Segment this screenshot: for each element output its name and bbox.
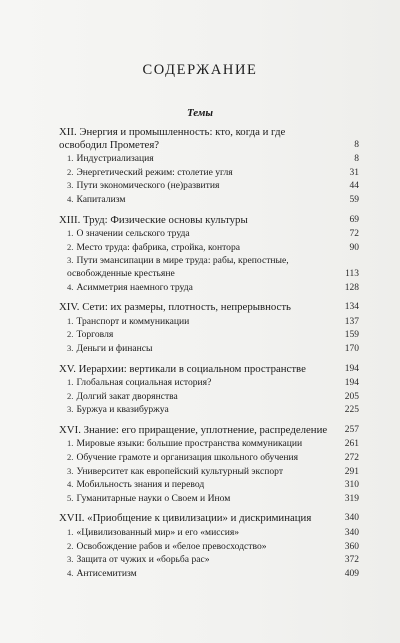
item-number: 4.: [67, 479, 74, 490]
item-page-number: 8: [354, 154, 359, 165]
toc-item-text: [67, 193, 337, 207]
item-number: 2.: [67, 452, 74, 463]
toc-item[interactable]: [59, 540, 359, 554]
toc-item[interactable]: [59, 390, 359, 404]
item-number: 1.: [67, 438, 74, 449]
item-number: 4.: [67, 567, 74, 578]
chapter-row[interactable]: [59, 126, 359, 151]
item-number: 2.: [67, 329, 74, 340]
item-page-number: 319: [344, 493, 359, 504]
toc-chapter: [59, 512, 359, 580]
toc-item[interactable]: [59, 403, 359, 417]
item-title: Защита от чужих и «борьба рас»: [76, 554, 210, 566]
toc-item[interactable]: [59, 526, 359, 540]
toc-item-text: [67, 179, 337, 193]
section-subtitle: Темы: [186, 107, 214, 119]
toc-item[interactable]: [59, 492, 359, 506]
item-title: Обучение грамоте и организация школьного обучения: [76, 452, 299, 464]
item-number: 2.: [67, 390, 74, 401]
toc-item[interactable]: [59, 437, 359, 451]
toc-item-text: [67, 166, 337, 180]
item-number: 3.: [67, 255, 74, 266]
toc-item[interactable]: [59, 328, 359, 342]
toc-item[interactable]: [59, 315, 359, 329]
item-number: 2.: [67, 241, 74, 252]
page-title: СОДЕРЖАНИЕ: [142, 62, 258, 78]
item-page-number: 113: [345, 268, 359, 279]
table-of-contents: [59, 126, 359, 587]
chapter-page-number: 257: [344, 424, 359, 435]
item-number: 3.: [67, 180, 74, 191]
toc-item-text: [67, 390, 337, 404]
item-page-number: 90: [349, 242, 359, 253]
toc-item[interactable]: [59, 478, 359, 492]
toc-item-text: [67, 152, 337, 166]
item-title: Торговля: [76, 329, 114, 341]
item-title: О значении сельского труда: [76, 228, 190, 240]
toc-item-text: [67, 376, 337, 390]
item-title: Транспорт и коммуникации: [76, 315, 190, 327]
toc-item-text: [67, 540, 337, 554]
toc-item-text: [67, 241, 337, 255]
item-page-number: 205: [344, 391, 359, 402]
toc-item-text: [67, 254, 337, 280]
item-page-number: 137: [344, 316, 359, 327]
item-title: Асимметрия наемного труда: [76, 281, 193, 293]
item-number: 1.: [67, 228, 74, 239]
item-page-number: 31: [349, 167, 359, 178]
toc-item[interactable]: [59, 451, 359, 465]
chapter-row[interactable]: [59, 214, 359, 227]
item-number: 3.: [67, 404, 74, 415]
item-page-number: 409: [344, 568, 359, 579]
chapter-row[interactable]: [59, 363, 359, 376]
item-number: 4.: [67, 281, 74, 292]
item-number: 3.: [67, 465, 74, 476]
item-page-number: 340: [344, 528, 359, 539]
chapter-row[interactable]: [59, 512, 359, 525]
item-title: Мобильность знания и перевод: [76, 479, 205, 491]
item-title: Университет как европейский культурный экспорт: [76, 465, 284, 477]
toc-chapter: [59, 424, 359, 506]
toc-item-text: [67, 403, 337, 417]
chapter-title: XVII. «Приобщение к цивилизации» и дискриминация: [59, 512, 312, 525]
item-number: 3.: [67, 342, 74, 353]
toc-item[interactable]: [59, 281, 359, 295]
item-title: Антисемитизм: [76, 567, 137, 579]
item-page-number: 170: [344, 343, 359, 354]
chapter-title: XIII. Труд: Физические основы культуры: [59, 213, 248, 226]
item-title: Место труда: фабрика, стройка, контора: [76, 241, 240, 253]
chapter-page-number: 8: [354, 139, 359, 150]
toc-item[interactable]: [59, 227, 359, 241]
item-title: Индустриализация: [76, 153, 154, 165]
toc-item-text: [67, 342, 337, 356]
item-page-number: 59: [349, 194, 359, 205]
chapter-page-number: 69: [349, 214, 359, 225]
item-page-number: 159: [344, 330, 359, 341]
toc-item-text: [67, 227, 337, 241]
item-title: Деньги и финансы: [76, 342, 153, 354]
toc-item-text: [67, 465, 337, 479]
toc-item-text: [67, 492, 337, 506]
chapter-row[interactable]: [59, 424, 359, 437]
chapter-page-number: 340: [344, 513, 359, 524]
item-number: 2.: [67, 540, 74, 551]
toc-item-text: [67, 567, 337, 581]
item-title: Энергетический режим: столетие угля: [76, 166, 233, 178]
item-page-number: 72: [349, 229, 359, 240]
item-number: 2.: [67, 166, 74, 177]
chapter-page-number: 194: [344, 363, 359, 374]
item-title: Пути экономического (не)развития: [76, 180, 220, 192]
item-number: 1.: [67, 315, 74, 326]
item-number: 4.: [67, 193, 74, 204]
item-title: Капитализм: [76, 193, 126, 205]
toc-item[interactable]: [59, 241, 359, 255]
item-page-number: 128: [344, 282, 359, 293]
item-title: Гуманитарные науки о Своем и Ином: [76, 492, 231, 504]
toc-item[interactable]: [59, 179, 359, 193]
toc-item[interactable]: [59, 193, 359, 207]
toc-item[interactable]: [59, 465, 359, 479]
chapter-title: XII. Энергия и промышленность: кто, когда и где освободил Прометея?: [59, 126, 286, 151]
item-number: 3.: [67, 554, 74, 565]
toc-chapter: [59, 214, 359, 295]
toc-item[interactable]: [59, 152, 359, 166]
item-page-number: 261: [344, 439, 359, 450]
item-page-number: 291: [344, 466, 359, 477]
toc-item-text: [67, 328, 337, 342]
toc-chapter: [59, 363, 359, 417]
item-number: 1.: [67, 527, 74, 538]
toc-item-text: [67, 526, 337, 540]
toc-item-text: [67, 281, 337, 295]
toc-item[interactable]: [59, 342, 359, 356]
toc-item-text: [67, 315, 337, 329]
item-title: «Цивилизованный мир» и его «миссия»: [76, 527, 240, 539]
item-title: Мировые языки: большие пространства коммуникации: [76, 438, 303, 450]
chapter-title: XIV. Сети: их размеры, плотность, непрерывность: [59, 301, 291, 314]
toc-item[interactable]: [59, 567, 359, 581]
item-title: Освобождение рабов и «белое превосходство»: [76, 540, 267, 552]
toc-chapter: [59, 301, 359, 355]
toc-item[interactable]: [59, 553, 359, 567]
item-page-number: 372: [344, 555, 359, 566]
item-title: Долгий закат дворянства: [76, 390, 178, 402]
toc-item-text: [67, 553, 337, 567]
toc-item[interactable]: [59, 254, 359, 280]
item-number: 1.: [67, 153, 74, 164]
item-page-number: 310: [344, 480, 359, 491]
chapter-page-number: 134: [344, 302, 359, 313]
item-title: Буржуа и квазибуржуа: [76, 404, 169, 416]
item-page-number: 272: [344, 453, 359, 464]
toc-item-text: [67, 437, 337, 451]
toc-item-text: [67, 478, 337, 492]
item-number: 1.: [67, 377, 74, 388]
item-page-number: 44: [349, 181, 359, 192]
chapter-title: XVI. Знание: его приращение, уплотнение, распределение: [59, 423, 328, 436]
toc-item[interactable]: [59, 166, 359, 180]
toc-item-text: [67, 451, 337, 465]
chapter-row[interactable]: [59, 301, 359, 314]
item-title: Пути эмансипации в мире труда: рабы, крепостные, освобожденные крестьяне: [67, 255, 289, 279]
item-page-number: 194: [344, 378, 359, 389]
item-title: Глобальная социальная история?: [76, 377, 212, 389]
toc-chapter: [59, 126, 359, 207]
item-page-number: 225: [344, 405, 359, 416]
chapter-title: XV. Иерархии: вертикали в социальном пространстве: [59, 362, 306, 375]
item-number: 5.: [67, 492, 74, 503]
item-page-number: 360: [344, 541, 359, 552]
toc-item[interactable]: [59, 376, 359, 390]
